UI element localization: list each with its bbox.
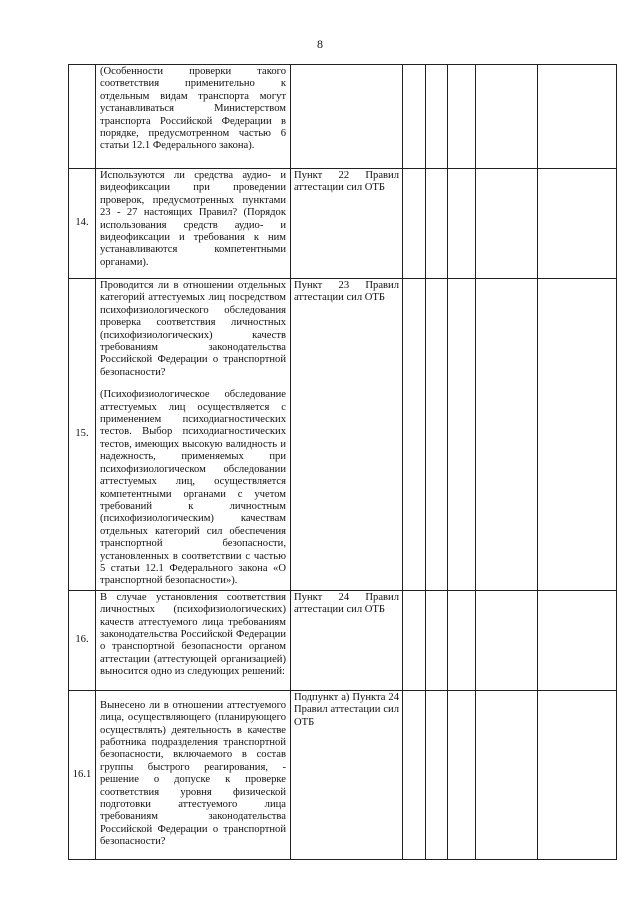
page-number: 8 — [317, 37, 323, 51]
checklist-table — [68, 64, 617, 860]
answer-na-cell — [448, 169, 476, 279]
confirmation-cell — [476, 690, 538, 859]
confirmation-cell — [476, 590, 538, 690]
confirmation-cell — [476, 169, 538, 279]
question-text: Используются ли средства аудио- и видеофиксации при проведении проверок, предусмотренных пунктами 23 - 27 настоящих Правил? (Порядок использования средств аудио- и видеофиксации и требования к ним устанавливаются компетентными органами). — [100, 170, 286, 268]
answer-no-cell — [426, 279, 448, 591]
table-row — [69, 169, 617, 279]
answer-na-cell — [448, 690, 476, 859]
question-text: Вынесено ли в отношении аттестуемого лица, осуществляющего (планирующего осуществлять) деятельность в качестве работника подразделения транспортной безопасности, включаемого в состав группы быстрого реагирования, - решение о допуске к проверке соответствия уровня физической подготовки аттестуемого лица требованиям законодательства Российской Федерации о транспортной безопасности? — [100, 699, 286, 848]
notes-cell — [538, 169, 617, 279]
row-number — [69, 65, 96, 169]
reference-cell — [291, 65, 403, 169]
answer-na-cell — [448, 65, 476, 169]
answer-no-cell — [426, 65, 448, 169]
answer-yes-cell — [403, 590, 426, 690]
question-text: (Особенности проверки такого соответствия применительно к отдельным видам транспорта могут устанавливаться Министерством транспорта Российской Федерации в порядке, предусмотренном частью 6 статьи 12.1 Федерального закона). — [100, 66, 286, 152]
reference-cell: Пункт 23 Правил аттестации сил ОТБ — [291, 279, 403, 591]
table-row — [69, 279, 617, 591]
question-cell — [96, 169, 291, 279]
answer-na-cell — [448, 279, 476, 591]
reference-cell: Подпункт а) Пункта 24 Правил аттестации сил ОТБ — [291, 690, 403, 859]
confirmation-cell — [476, 65, 538, 169]
table-row — [69, 65, 617, 169]
question-cell — [96, 65, 291, 169]
answer-yes-cell — [403, 65, 426, 169]
notes-cell — [538, 590, 617, 690]
table-row — [69, 690, 617, 859]
question-cell — [96, 590, 291, 690]
confirmation-cell — [476, 279, 538, 591]
answer-na-cell — [448, 590, 476, 690]
answer-yes-cell — [403, 169, 426, 279]
answer-yes-cell — [403, 690, 426, 859]
question-text: В случае установления соответствия личностных (психофизиологических) качеств аттестуемого лица требованиям законодательства Российской Федерации о транспортной безопасности органом аттестации (аттестующей организацией) выносится одно из следующих решений: — [100, 591, 286, 678]
row-number: 15. — [69, 279, 96, 591]
notes-cell — [538, 690, 617, 859]
answer-no-cell — [426, 169, 448, 279]
reference-cell: Пункт 24 Правил аттестации сил ОТБ — [291, 590, 403, 690]
notes-cell — [538, 65, 617, 169]
notes-cell — [538, 279, 617, 591]
answer-yes-cell — [403, 279, 426, 591]
row-number: 16.1 — [69, 690, 96, 859]
question-cell — [96, 690, 291, 859]
question-cell — [96, 279, 291, 591]
answer-no-cell — [426, 590, 448, 690]
reference-cell: Пункт 22 Правил аттестации сил ОТБ — [291, 169, 403, 279]
answer-no-cell — [426, 690, 448, 859]
question-note-text: (Психофизиологическое обследование аттестуемых лиц осуществляется с применением психодиагностических тестов. Выбор психодиагностических тестов, имеющих высокую валидность и надежность, применяемых при психофизиологическом обследовании аттестуемых лиц, осуществляется компетентными органами с учетом требований к личностным (психофизиологическим) качествам отдельных категорий сил обеспечения транспортной безопасности, установленных в соответствии с частью 5 статьи 12.1 Федерального закона «О транспортной безопасности»). — [100, 389, 286, 587]
question-text: Проводится ли в отношении отдельных категорий аттестуемых лиц посредством психофизиологического обследования проверка соответствия личностных (психофизиологических) качеств требованиям законодательства Российской Федерации о транспортной безопасности? — [100, 280, 286, 378]
row-number: 14. — [69, 169, 96, 279]
row-number: 16. — [69, 590, 96, 690]
table-row — [69, 590, 617, 690]
